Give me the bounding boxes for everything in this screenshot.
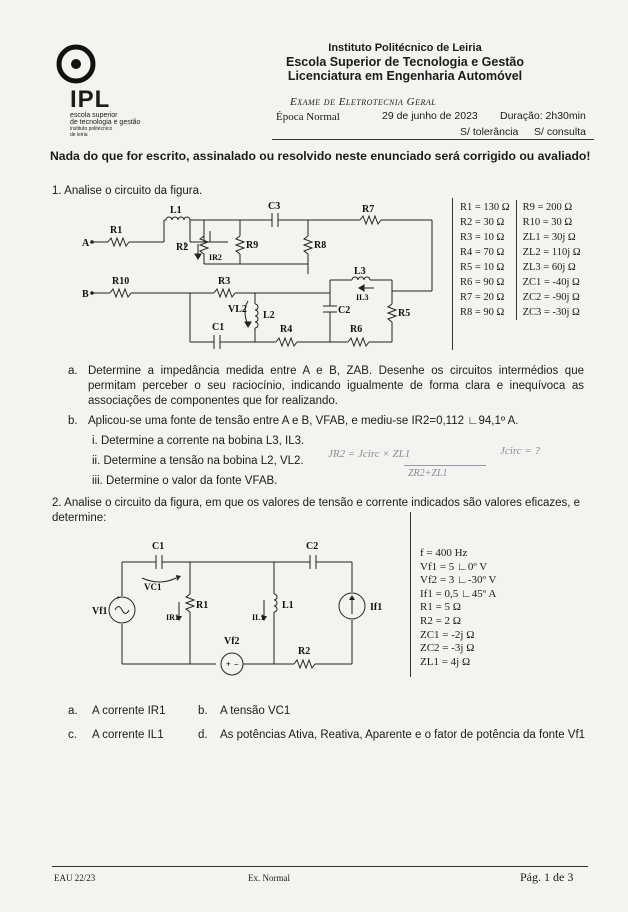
q2a-letter: a. xyxy=(68,705,78,717)
label-q2-l1: L1 xyxy=(282,600,294,611)
label-q2-c1: C1 xyxy=(152,541,165,552)
label-r4: R4 xyxy=(280,324,293,335)
exam-duration: Duração: 2h30min xyxy=(500,110,586,122)
label-r1: R1 xyxy=(110,225,123,236)
q1-values-table xyxy=(454,200,587,320)
q2-params-list: f = 400 Hz Vf1 = 5 ∟0º V Vf2 = 3 ∟-30º V If1 = 0,5 ∟45º A R1 = 5 Ω R2 = 2 Ω ZC1 = -2j Ω ZC2 = -3j Ω ZL1 = 4j Ω xyxy=(420,547,497,668)
table-row: R8 = 90 Ω ZC3 = -30j Ω xyxy=(454,305,587,320)
page-number: Pág. 1 de 3 xyxy=(520,870,574,884)
consult-note: S/ consulta xyxy=(534,126,586,138)
label-r6: R6 xyxy=(350,324,363,335)
exam-title: Exame de Eletrotecnia Geral xyxy=(290,96,437,108)
label-ir2: IR2 xyxy=(209,253,222,262)
footer-divider xyxy=(52,866,588,867)
label-q2-r2: R2 xyxy=(298,646,311,657)
q2b-letter: b. xyxy=(198,705,208,717)
label-q2-c2: C2 xyxy=(306,541,319,552)
q2a-text: A corrente IR1 xyxy=(92,705,166,717)
warning-text: Nada do que for escrito, assinalado ou resolvido neste enunciado será corrigido ou avaliado! xyxy=(50,149,591,163)
label-if1: If1 xyxy=(370,602,383,613)
q2d-letter: d. xyxy=(198,729,208,741)
ipl-logo-subtitle: escola superior de tecnologia e gestão instituto politécnico de leiria xyxy=(70,112,141,138)
table-row: R3 = 10 Ω ZL1 = 30j Ω xyxy=(454,230,587,245)
school-name: Escola Superior de Tecnologia e Gestão xyxy=(285,55,525,69)
label-r3: R3 xyxy=(218,276,231,287)
table-row: R1 = 130 Ω R9 = 200 Ω xyxy=(454,200,587,215)
q1b-ii: ii. Determine a tensão na bobina L2, VL2. xyxy=(92,455,304,467)
header-divider xyxy=(272,139,594,140)
svg-text:−: − xyxy=(234,660,239,669)
label-l1: L1 xyxy=(170,205,182,216)
q1b-text: Aplicou-se uma fonte de tensão entre A e B, VFAB, e mediu-se IR2=0,112 ∟94,1º A. xyxy=(88,415,519,427)
label-r9: R9 xyxy=(246,240,259,251)
label-r7: R7 xyxy=(362,204,375,215)
label-vf2: Vf2 xyxy=(224,636,240,647)
label-r2: R2 xyxy=(176,242,189,253)
handwritten-fraction-line xyxy=(404,465,486,466)
q2c-text: A corrente IL1 xyxy=(92,729,164,741)
node-a-icon xyxy=(90,240,94,244)
ipl-logo-circle-icon xyxy=(56,44,96,84)
label-c2: C2 xyxy=(338,305,351,316)
label-il1: IL1 xyxy=(252,613,265,622)
svg-text:+: + xyxy=(116,594,120,602)
label-ir1: IR1 xyxy=(166,613,179,622)
label-c1: C1 xyxy=(212,322,225,333)
exam-season: Época Normal xyxy=(276,111,340,123)
label-r10: R10 xyxy=(112,276,130,287)
q2-circuit-diagram xyxy=(86,534,386,684)
q1b-letter: b. xyxy=(68,415,78,427)
label-vf1: Vf1 xyxy=(92,606,108,617)
svg-text:+: + xyxy=(226,660,231,669)
q1-circuit-diagram xyxy=(80,196,440,356)
node-b-icon xyxy=(90,291,94,295)
table-row: R7 = 20 Ω ZC2 = -90j Ω xyxy=(454,290,587,305)
footer-type: Ex. Normal xyxy=(248,873,290,883)
institute-name: Instituto Politécnico de Leiria xyxy=(328,42,482,54)
handwritten-note-1: JR2 = Jcirc × ZL1 xyxy=(328,448,411,460)
label-q2-r1: R1 xyxy=(196,600,209,611)
q1a-letter: a. xyxy=(68,365,78,377)
label-il3: IL3 xyxy=(356,293,369,302)
handwritten-note-1b: ZR2+ZL1 xyxy=(408,468,448,479)
label-r5: R5 xyxy=(398,308,411,319)
table-row: R4 = 70 Ω ZL2 = 110j Ω xyxy=(454,245,587,260)
q1a-text: Determine a impedância medida entre A e B, ZAB. Desenhe os circuitos intermédios que permitam perceber o seu raciocínio, indicando igualmente de forma clara e inequívoca as associações de componentes que for realizando. xyxy=(88,365,584,407)
label-c3: C3 xyxy=(268,201,281,212)
label-b: B xyxy=(82,289,89,300)
table-row: R6 = 90 Ω ZC1 = -40j Ω xyxy=(454,275,587,290)
q2b-text: A tensão VC1 xyxy=(220,705,291,717)
q1b-i: i. Determine a corrente na bobina L3, IL3. xyxy=(92,435,305,447)
label-r8: R8 xyxy=(314,240,327,251)
q1b-iii: iii. Determine o valor da fonte VFAB. xyxy=(92,475,278,487)
q2-params-border xyxy=(410,512,411,677)
label-l2: L2 xyxy=(263,310,275,321)
q1-intro: 1. Analise o circuito da figura. xyxy=(52,185,203,197)
label-vl2: VL2 xyxy=(228,304,247,315)
table-row: R2 = 30 Ω R10 = 30 Ω xyxy=(454,215,587,230)
q2c-letter: c. xyxy=(68,729,77,741)
handwritten-note-2: Jcirc = ? xyxy=(500,445,540,457)
label-a: A xyxy=(82,238,90,249)
tolerance-note: S/ tolerância xyxy=(460,126,519,138)
q1-table-left-border xyxy=(452,198,453,350)
table-row: R5 = 10 Ω ZL3 = 60j Ω xyxy=(454,260,587,275)
ipl-logo-text: IPL xyxy=(70,86,111,113)
degree-name: Licenciatura em Engenharia Automóvel xyxy=(287,69,523,83)
q2-intro: 2. Analise o circuito da figura, em que os valores de tensão e corrente indicados são valores eficazes, e determine: xyxy=(52,497,581,524)
label-vc1: VC1 xyxy=(144,582,162,592)
q2d-text: As potências Ativa, Reativa, Aparente e o fator de potência da fonte Vf1 xyxy=(220,729,586,741)
label-l3: L3 xyxy=(354,266,366,277)
footer-code: EAU 22/23 xyxy=(54,873,96,883)
exam-date: 29 de junho de 2023 xyxy=(382,110,478,122)
